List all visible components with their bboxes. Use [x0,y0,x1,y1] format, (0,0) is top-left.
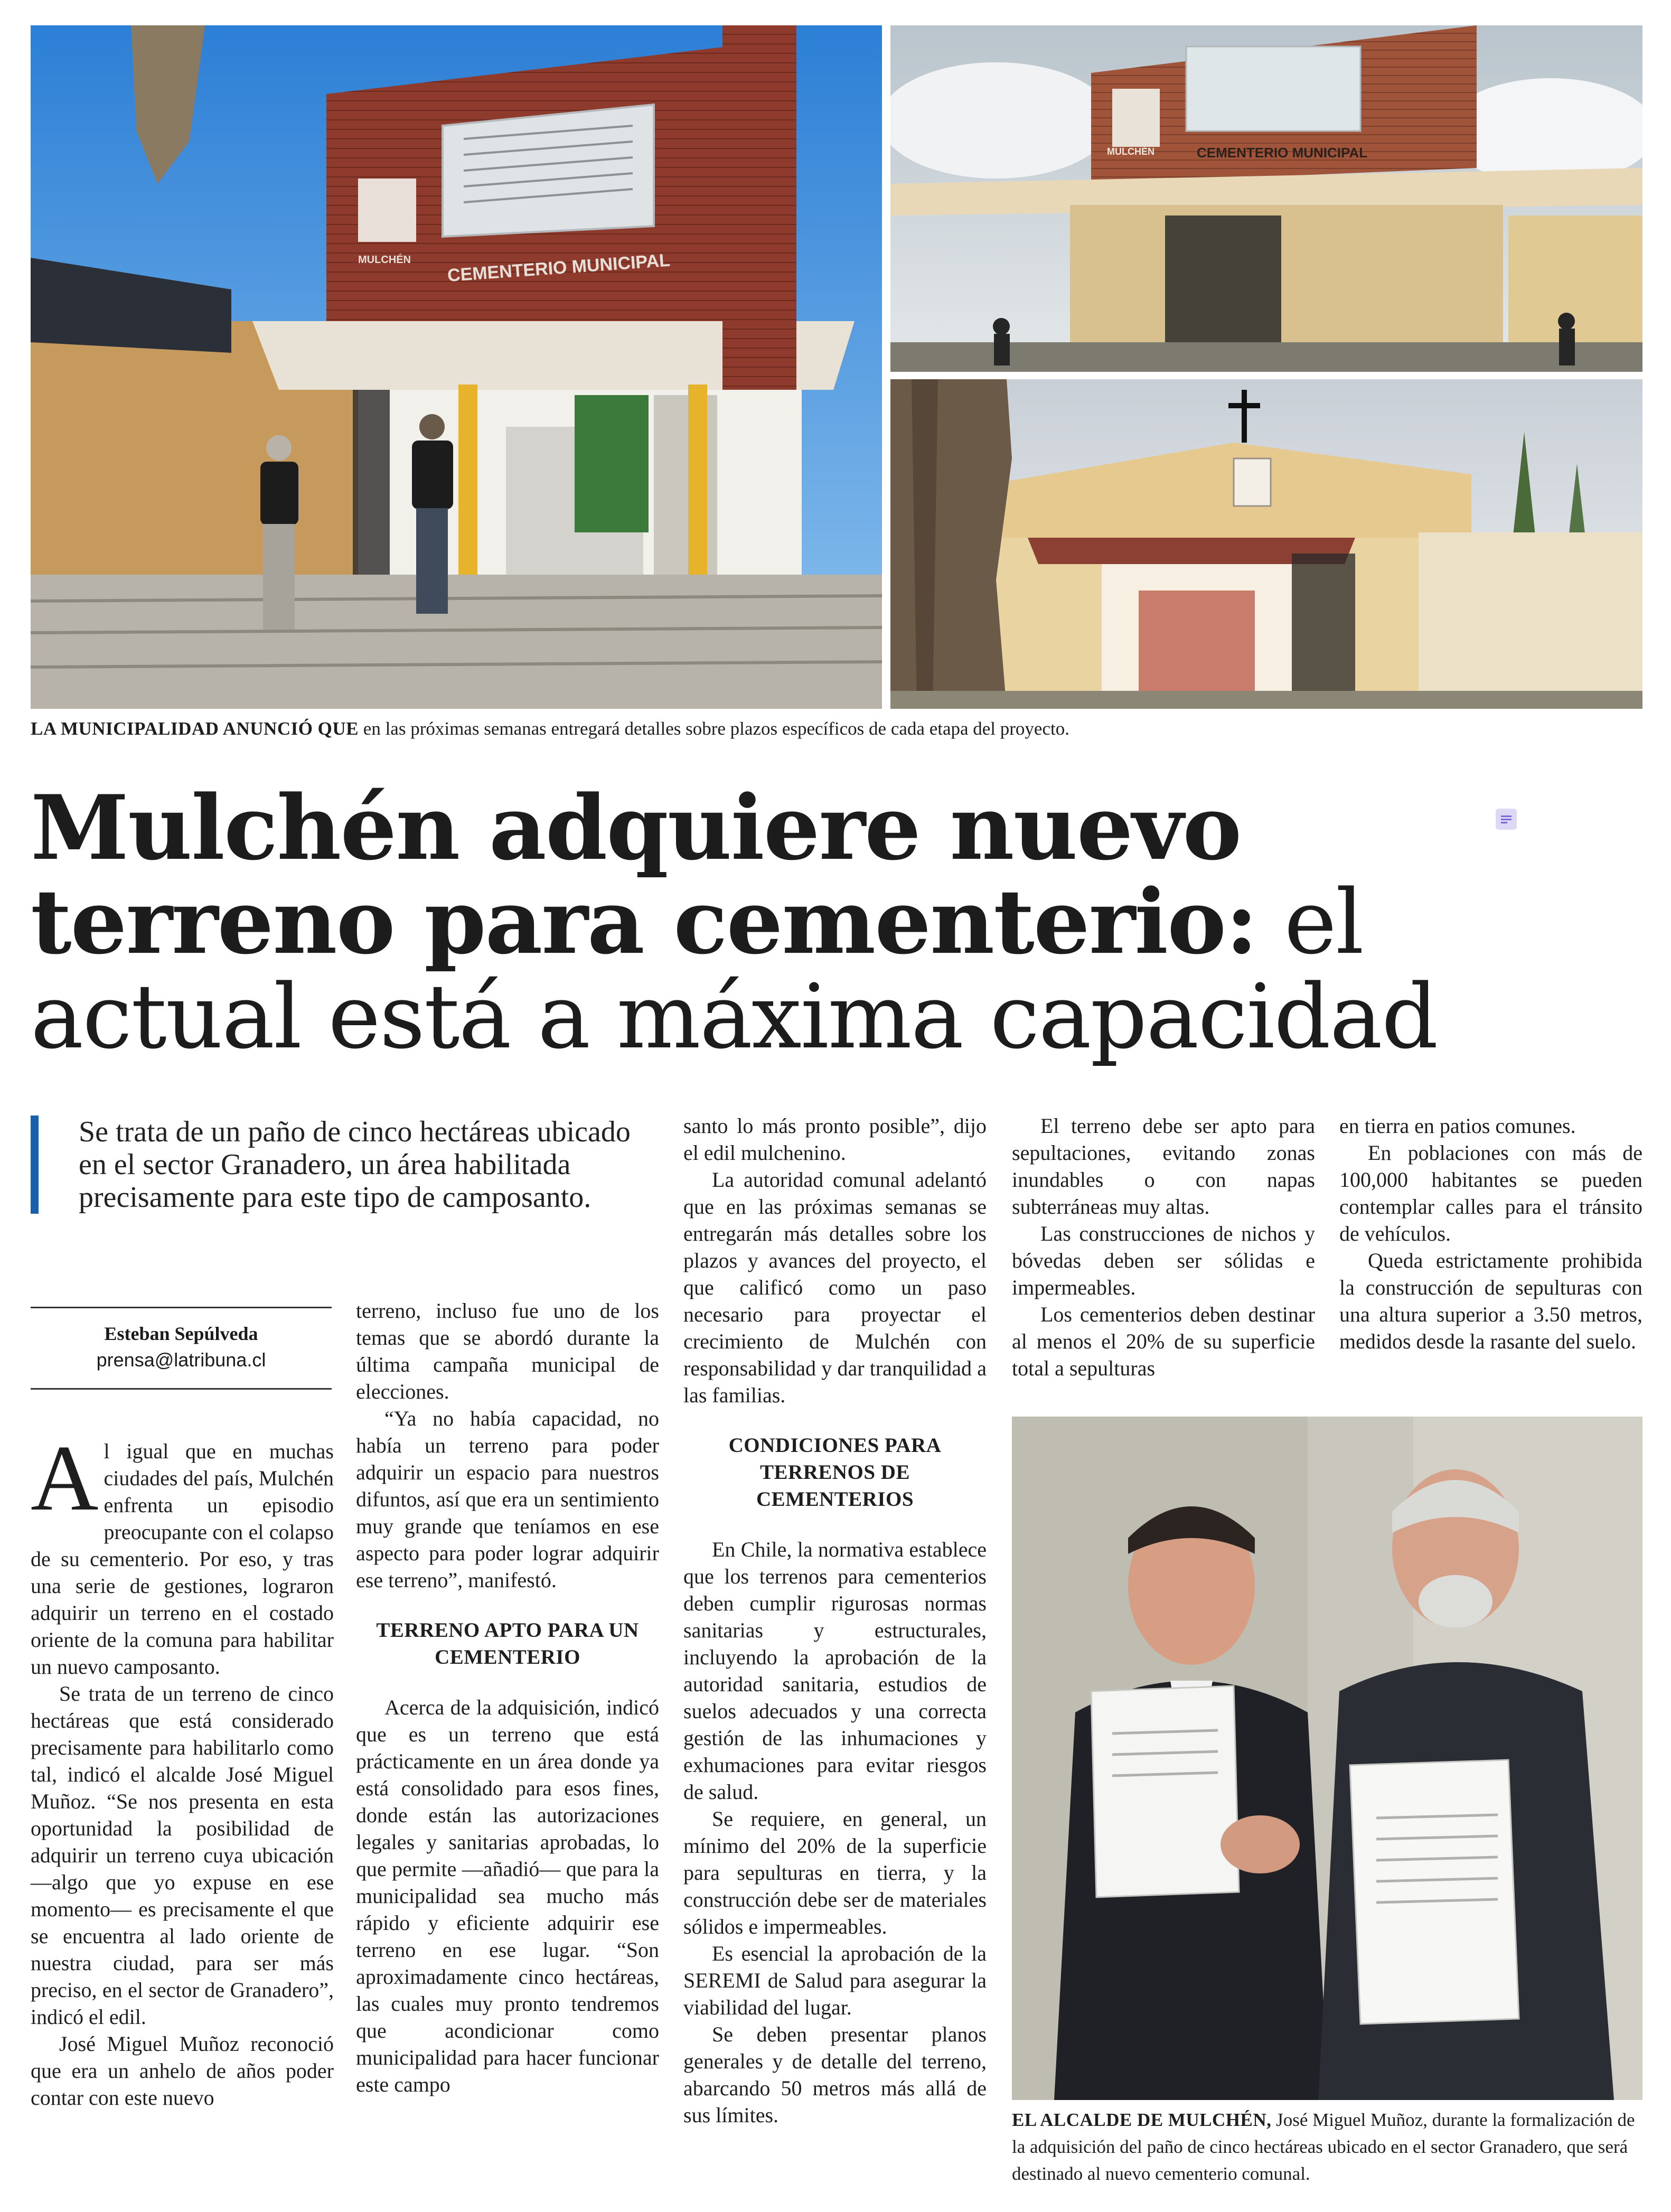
article-paragraph: El terreno debe ser apto para sepultaciones, evitando zonas inundables o con napas subterráneas muy altas. [1012,1114,1315,1219]
article-column-5 [1339,1112,1642,1355]
article-paragraph [31,1426,334,1680]
drop-cap: A [31,1426,99,1530]
article-paragraph: santo lo más pronto posible”, dijo el edil mulchenino. [683,1114,987,1165]
byline-divider-top [31,1307,332,1308]
article-paragraph: En poblaciones con más de 100,000 habitantes se pueden contemplar calles para el tránsito de vehículos. [1339,1141,1642,1245]
article-paragraph: José Miguel Muñoz reconoció que era un anhelo de años poder contar con este nuevo [31,2032,334,2110]
article-paragraph: La autoridad comunal adelantó que en las próximas semanas se entregarán más detalles sobre los plazos y avances del proyecto, el que calificó como un paso necesario para proyectar el crecimiento de Mulchén con responsabilidad y dar tranquilidad a las familias. [683,1168,987,1407]
bottom-photo-caption [1012,2106,1642,2187]
article-column-4 [1012,1112,1315,1382]
paragraph-text: l igual que en muchas ciudades del país, Mulchén enfrenta un episodio preocupante con el colapso de su cementerio. Por eso, y tras una serie de gestiones, lograron adquirir un terreno en el costado oriente de la comuna para habilitar un nuevo camposanto. [31,1439,334,1679]
article-paragraph: Queda estrictamente prohibida la construcción de sepulturas con una altura superior a 3.50 metros, medidos desde la rasante del suelo. [1339,1249,1642,1353]
comment-icon[interactable] [1496,809,1517,830]
entrance-logo-text: MULCHÉN [358,254,411,266]
top-caption-lead: LA MUNICIPALIDAD ANUNCIÓ QUE [31,718,359,739]
article-paragraph: terreno, incluso fue uno de los temas que se abordó durante la última campaña municipal de elecciones. [356,1299,659,1403]
photo-cemetery-gate [890,25,1642,372]
bottom-caption-rest: José Miguel Muñoz, durante la formalización de la adquisición del paño de cinco hectáreas ubicado en el sector Granadero, que será destinado al nuevo cementerio comunal. [1012,2110,1635,2184]
headline-light: el actual está a máxima capacidad [31,870,1438,1068]
gate-illustration [890,25,1642,372]
subheading-terreno-apto: TERRENO APTO PARA UN CEMENTERIO [376,1619,639,1669]
bottom-caption-lead: EL ALCALDE DE MULCHÉN, [1012,2110,1272,2130]
article-lead: Se trata de un paño de cinco hectáreas ubicado en el sector Granadero, un área habilitada precisamente para este tipo de camposanto. [31,1116,654,1214]
chapel-illustration [890,379,1642,709]
article-paragraph: en tierra en patios comunes. [1339,1114,1576,1138]
article-paragraph: Los cementerios deben destinar al menos el 20% de su superficie total a sepulturas [1012,1302,1315,1380]
headline [31,775,1499,1068]
article-paragraph: Las construcciones de nichos y bóvedas deben ser sólidas e impermeables. [1012,1222,1315,1299]
byline-author: Esteban Sepúlveda [104,1323,258,1344]
subheading-condiciones: CONDICIONES PARA TERRENOS DE CEMENTERIOS [728,1434,942,1511]
top-photo-caption [31,715,1298,742]
top-caption-rest: en las próximas semanas entregará detalles sobre plazos específicos de cada etapa del proyecto. [359,718,1069,739]
article-paragraph: Se deben presentar planos generales y de detalle del terreno, abarcando 50 metros más allá de sus límites. [683,2022,987,2127]
article-paragraph: “Ya no había capacidad, no había un terreno para poder adquirir un espacio para nuestros difuntos, así que era un sentimiento muy grande que teníamos en ese aspecto para poder lograr adquirir ese terreno”, manifestó. [356,1407,659,1592]
article-column-1 [31,1426,334,2111]
gate-logo-text: MULCHÉN [1107,146,1154,157]
article-paragraph: Se trata de un terreno de cinco hectáreas que está considerado precisamente para habilitarlo como tal, indicó el alcalde José Miguel Muñoz. “Se nos presenta en esta oportunidad la posibilidad de adquirir un terreno cuya ubicación —algo que yo expuse en ese momento— es precisamente el que se encuentra al lado oriente de nuestra ciudad, para ser más preciso, en el sector de Granadero”, indicó el edil. [31,1682,334,2029]
handshake-illustration [1012,1417,1642,2100]
article-paragraph: Se requiere, en general, un mínimo del 20% de la superficie para sepulturas en tierra, y la construcción debe ser de materiales sólidos e impermeables. [683,1807,987,1938]
entrance-illustration [31,25,882,709]
article-paragraph: En Chile, la normativa establece que los terrenos para cementerios deben cumplir rigurosas normas sanitarias y estructurales, incluyendo la aprobación de la autoridad sanitaria, estudios de suelos adecuados y una correcta gestión de las inhumaciones y exhumaciones para evitar riesgos de salud. [683,1538,987,1804]
photo-cemetery-entrance [31,25,882,709]
comment-icon-glyph [1496,809,1517,830]
photo-mayor-handshake [1012,1417,1642,2100]
byline-email[interactable]: prensa@latribuna.cl [96,1349,266,1371]
article-column-3 [683,1112,987,2129]
article-paragraph: Es esencial la aprobación de la SEREMI de Salud para asegurar la viabilidad del lugar. [683,1942,987,2019]
article-paragraph: Acerca de la adquisición, indicó que es un terreno que está prácticamente en un área donde ya está consolidado para esos fines, donde están las autorizaciones legales y sanitarias aprobadas, lo que permite —añadió— que para la municipalidad sea mucho más rápido y eficiente adquirir ese terreno en ese lugar. “Son aproximadamente cinco hectáreas, las cuales muy pronto tendremos que acondicionar como municipalidad para hacer funcionar este campo [356,1695,659,2096]
headline-bold: Mulchén adquiere nuevo terreno para cementerio: [31,775,1257,974]
gate-sign-text: CEMENTERIO MUNICIPAL [1197,145,1368,161]
article-column-2 [356,1297,659,2098]
byline-divider-bottom [31,1388,332,1390]
entrance-sign-text: CEMENTERIO MUNICIPAL [446,250,671,286]
photo-cemetery-chapel [890,379,1642,709]
